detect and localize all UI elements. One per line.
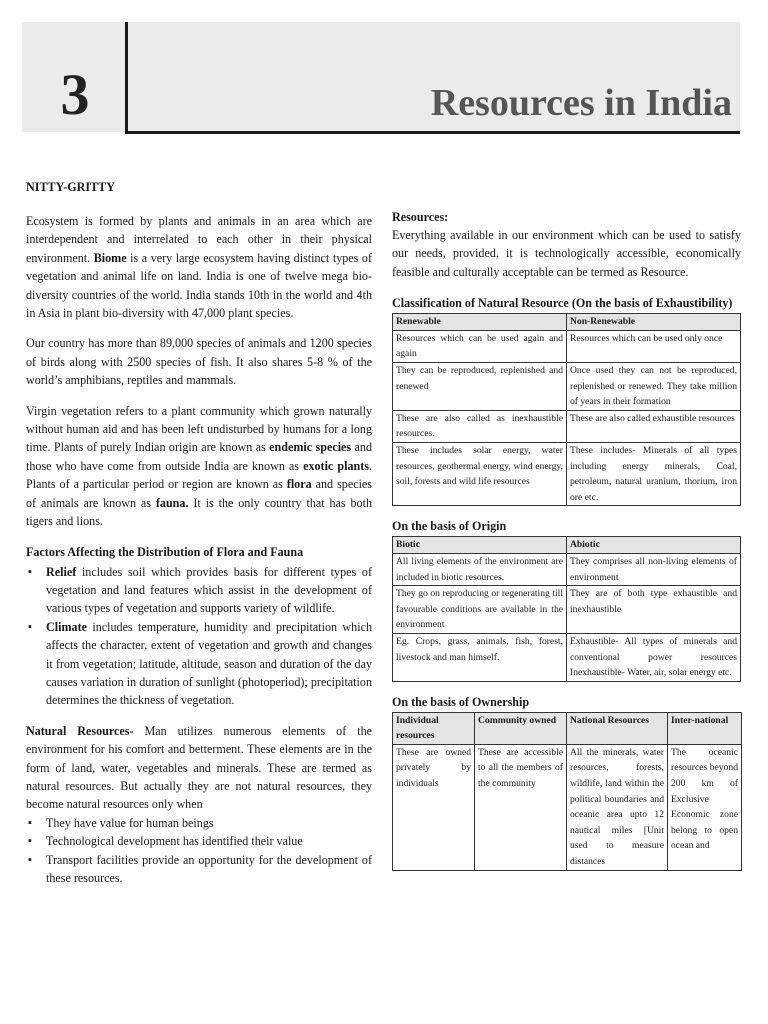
chapter-title: Resources in India <box>430 82 732 124</box>
table-cell: They go on reproducing or regenerating till favourable conditions are available in the environment <box>393 586 567 634</box>
table-row <box>393 410 741 442</box>
bullet-icon: ▪ <box>28 816 32 829</box>
text: Man utilizes numerous elements of the environment for his comfort and betterment. These elements are in the form of land, water, vegetables and minerals. These are termed as natural resources. But actually they are not natural resources, they become natural resources only when <box>26 723 372 812</box>
bullet-icon: ▪ <box>28 835 32 848</box>
table-cell: They comprises all non-living elements of environment <box>567 553 741 585</box>
bullet-icon: ▪ <box>28 620 32 633</box>
table-cell: Exhaustible- All types of minerals and conventional power resources Inexhaustible- Water, air, solar energy etc. <box>567 633 741 681</box>
paragraph-natural-resources <box>26 722 372 814</box>
table-exhaustibility <box>392 313 741 506</box>
table-origin <box>392 536 741 681</box>
table-cell: All the minerals, water resources, forests, wildlife, land within the political boundaries and oceanic area upto 12 nautical miles [Unit used to measure distances <box>567 744 668 870</box>
right-column <box>392 208 741 883</box>
paragraph-species: Our country has more than 89,000 species of animals and 1200 species of birds along with 2500 species of fish. It also shares 5-8 % of the world’s amphibians, reptiles and mammals. <box>26 336 372 388</box>
list-item <box>26 832 372 850</box>
table-row <box>393 330 741 362</box>
table-cell: Eg. Crops, grass, animals, fish, forest, livestock and man himself. <box>393 633 567 681</box>
keyword-flora: flora <box>286 477 312 492</box>
section-heading-nitty-gritty: NITTY-GRITTY <box>26 180 115 194</box>
keyword-relief: Relief <box>46 564 77 579</box>
paragraph-resources: Everything available in our environment which can be used to satisfy our needs, provided, it is technologically accessible, economically feasible and culturally acceptable can be termed as Resource. <box>392 228 741 279</box>
text: Technological development has identified their value <box>46 834 303 849</box>
section-heading-resources: Resources: <box>392 210 449 224</box>
text: and those who have come from outside India are known as <box>26 440 372 473</box>
column-header: Community owned <box>475 712 567 744</box>
text: includes soil which provides basis for different types of vegetation and land features which assist in the development of various types of vegetation and supports variety of wildlife. <box>46 564 372 616</box>
column-header: Abiotic <box>567 537 741 554</box>
table-cell: They are of both type exhaustible and inexhaustible <box>567 586 741 634</box>
table-header-row <box>393 314 741 331</box>
text: Virgin vegetation refers to a plant community which grown naturally without human aid and has been left undisturbed by humans for a long time. Plants of purely Indian origin are known as <box>26 403 372 455</box>
keyword-exotic: exotic plants <box>303 458 369 473</box>
table-cell: These are also called exhaustible resources <box>567 410 741 442</box>
table-cell: They can be reproduced, replenished and renewed <box>393 363 567 411</box>
factors-list <box>26 563 372 710</box>
table-title-exhaustibility: Classification of Natural Resource (On the basis of Exhaustibility) <box>392 296 733 311</box>
left-column <box>26 178 372 899</box>
text: . Plants of a particular period or region are known as <box>26 458 372 492</box>
column-header: Individual resources <box>393 712 475 744</box>
text: It is the only country that has both tigers and lions. <box>26 495 372 529</box>
table-cell: These are accessible to all the members of the community <box>475 744 567 870</box>
section-heading-factors: Factors Affecting the Distribution of Flora and Fauna <box>26 544 304 559</box>
text: includes temperature, humidity and precipitation which affects the character, extent of vegetation and growth and changes it from vegetation; latitude, altitude, season and duration of the day causes variation in duration of sunlight (photoperiod); precipitation determines the thickness of vegetation. <box>46 619 372 708</box>
paragraph-ecosystem <box>26 212 372 322</box>
table-row <box>393 363 741 411</box>
table-row <box>393 633 741 681</box>
table-header-row <box>393 537 741 554</box>
bullet-icon: ▪ <box>28 853 32 866</box>
table-cell: Resources which can be used again and again <box>393 330 567 362</box>
table-cell: These includes- Minerals of all types including energy minerals, Coal, petroleum, natural uranium, thorium, iron ore etc. <box>567 442 741 505</box>
table-ownership <box>392 712 742 871</box>
paragraph-virgin-vegetation <box>26 402 372 531</box>
table-title-ownership: On the basis of Ownership <box>392 694 530 709</box>
table-row <box>393 586 741 634</box>
bullet-icon: ▪ <box>28 565 32 578</box>
table-cell: Once used they can not be reproduced, replenished or renewed. They take million of years in their formation <box>567 363 741 411</box>
text: Transport facilities provide an opportunity for the development of these resources. <box>46 852 372 885</box>
table-cell: These includes solar energy, water resources, geothermal energy, wind energy, soil, forests and wild life resources <box>393 442 567 505</box>
list-item <box>26 851 372 888</box>
column-header: Renewable <box>393 314 567 331</box>
keyword-endemic: endemic species <box>269 440 352 455</box>
list-item <box>26 618 372 710</box>
chapter-number: 3 <box>60 62 90 127</box>
text: They have value for human beings <box>46 815 214 830</box>
list-item <box>26 814 372 832</box>
table-title-origin: On the basis of Origin <box>392 519 507 534</box>
text: Ecosystem is formed by plants and animals in an area which are interdependent and interrelated to each other in their physical environment. <box>26 214 372 265</box>
table-cell: The oceanic resources beyond 200 km of Exclusive Economic zone belong to open ocean and <box>668 744 742 870</box>
table-row <box>393 553 741 585</box>
table-cell: All living elements of the environment are included in biotic resources. <box>393 553 567 585</box>
text: and species of animals are known as <box>26 477 373 510</box>
column-header: Inter-national <box>668 712 742 744</box>
header-divider-horizontal <box>125 131 740 134</box>
table-header-row <box>393 712 742 744</box>
column-header: Non-Renewable <box>567 314 741 331</box>
column-header: Biotic <box>393 537 567 554</box>
list-item <box>26 563 372 618</box>
table-row <box>393 442 741 505</box>
keyword-fauna: fauna. <box>155 495 189 510</box>
table-cell: These are also called as inexhaustible resources. <box>393 410 567 442</box>
text: is a very large ecosystem having distinct types of vegetation and animal life on land. India is one of twelve mega bio-diversity countries of the world. India stands 10th in the world and 4th in Asia in plant bio-diversity with 47,000 plant species. <box>26 250 372 321</box>
column-header: National Resources <box>567 712 668 744</box>
table-row <box>393 744 742 870</box>
table-cell: Resources which can be used only once <box>567 330 741 362</box>
natural-resources-list <box>26 814 372 888</box>
keyword-climate: Climate <box>46 619 87 634</box>
keyword-biome: Biome <box>93 250 127 265</box>
keyword-natural-resources: Natural Resources- <box>26 723 134 738</box>
table-cell: These are owned privately by individuals <box>393 744 475 870</box>
header-divider-vertical <box>125 22 128 134</box>
